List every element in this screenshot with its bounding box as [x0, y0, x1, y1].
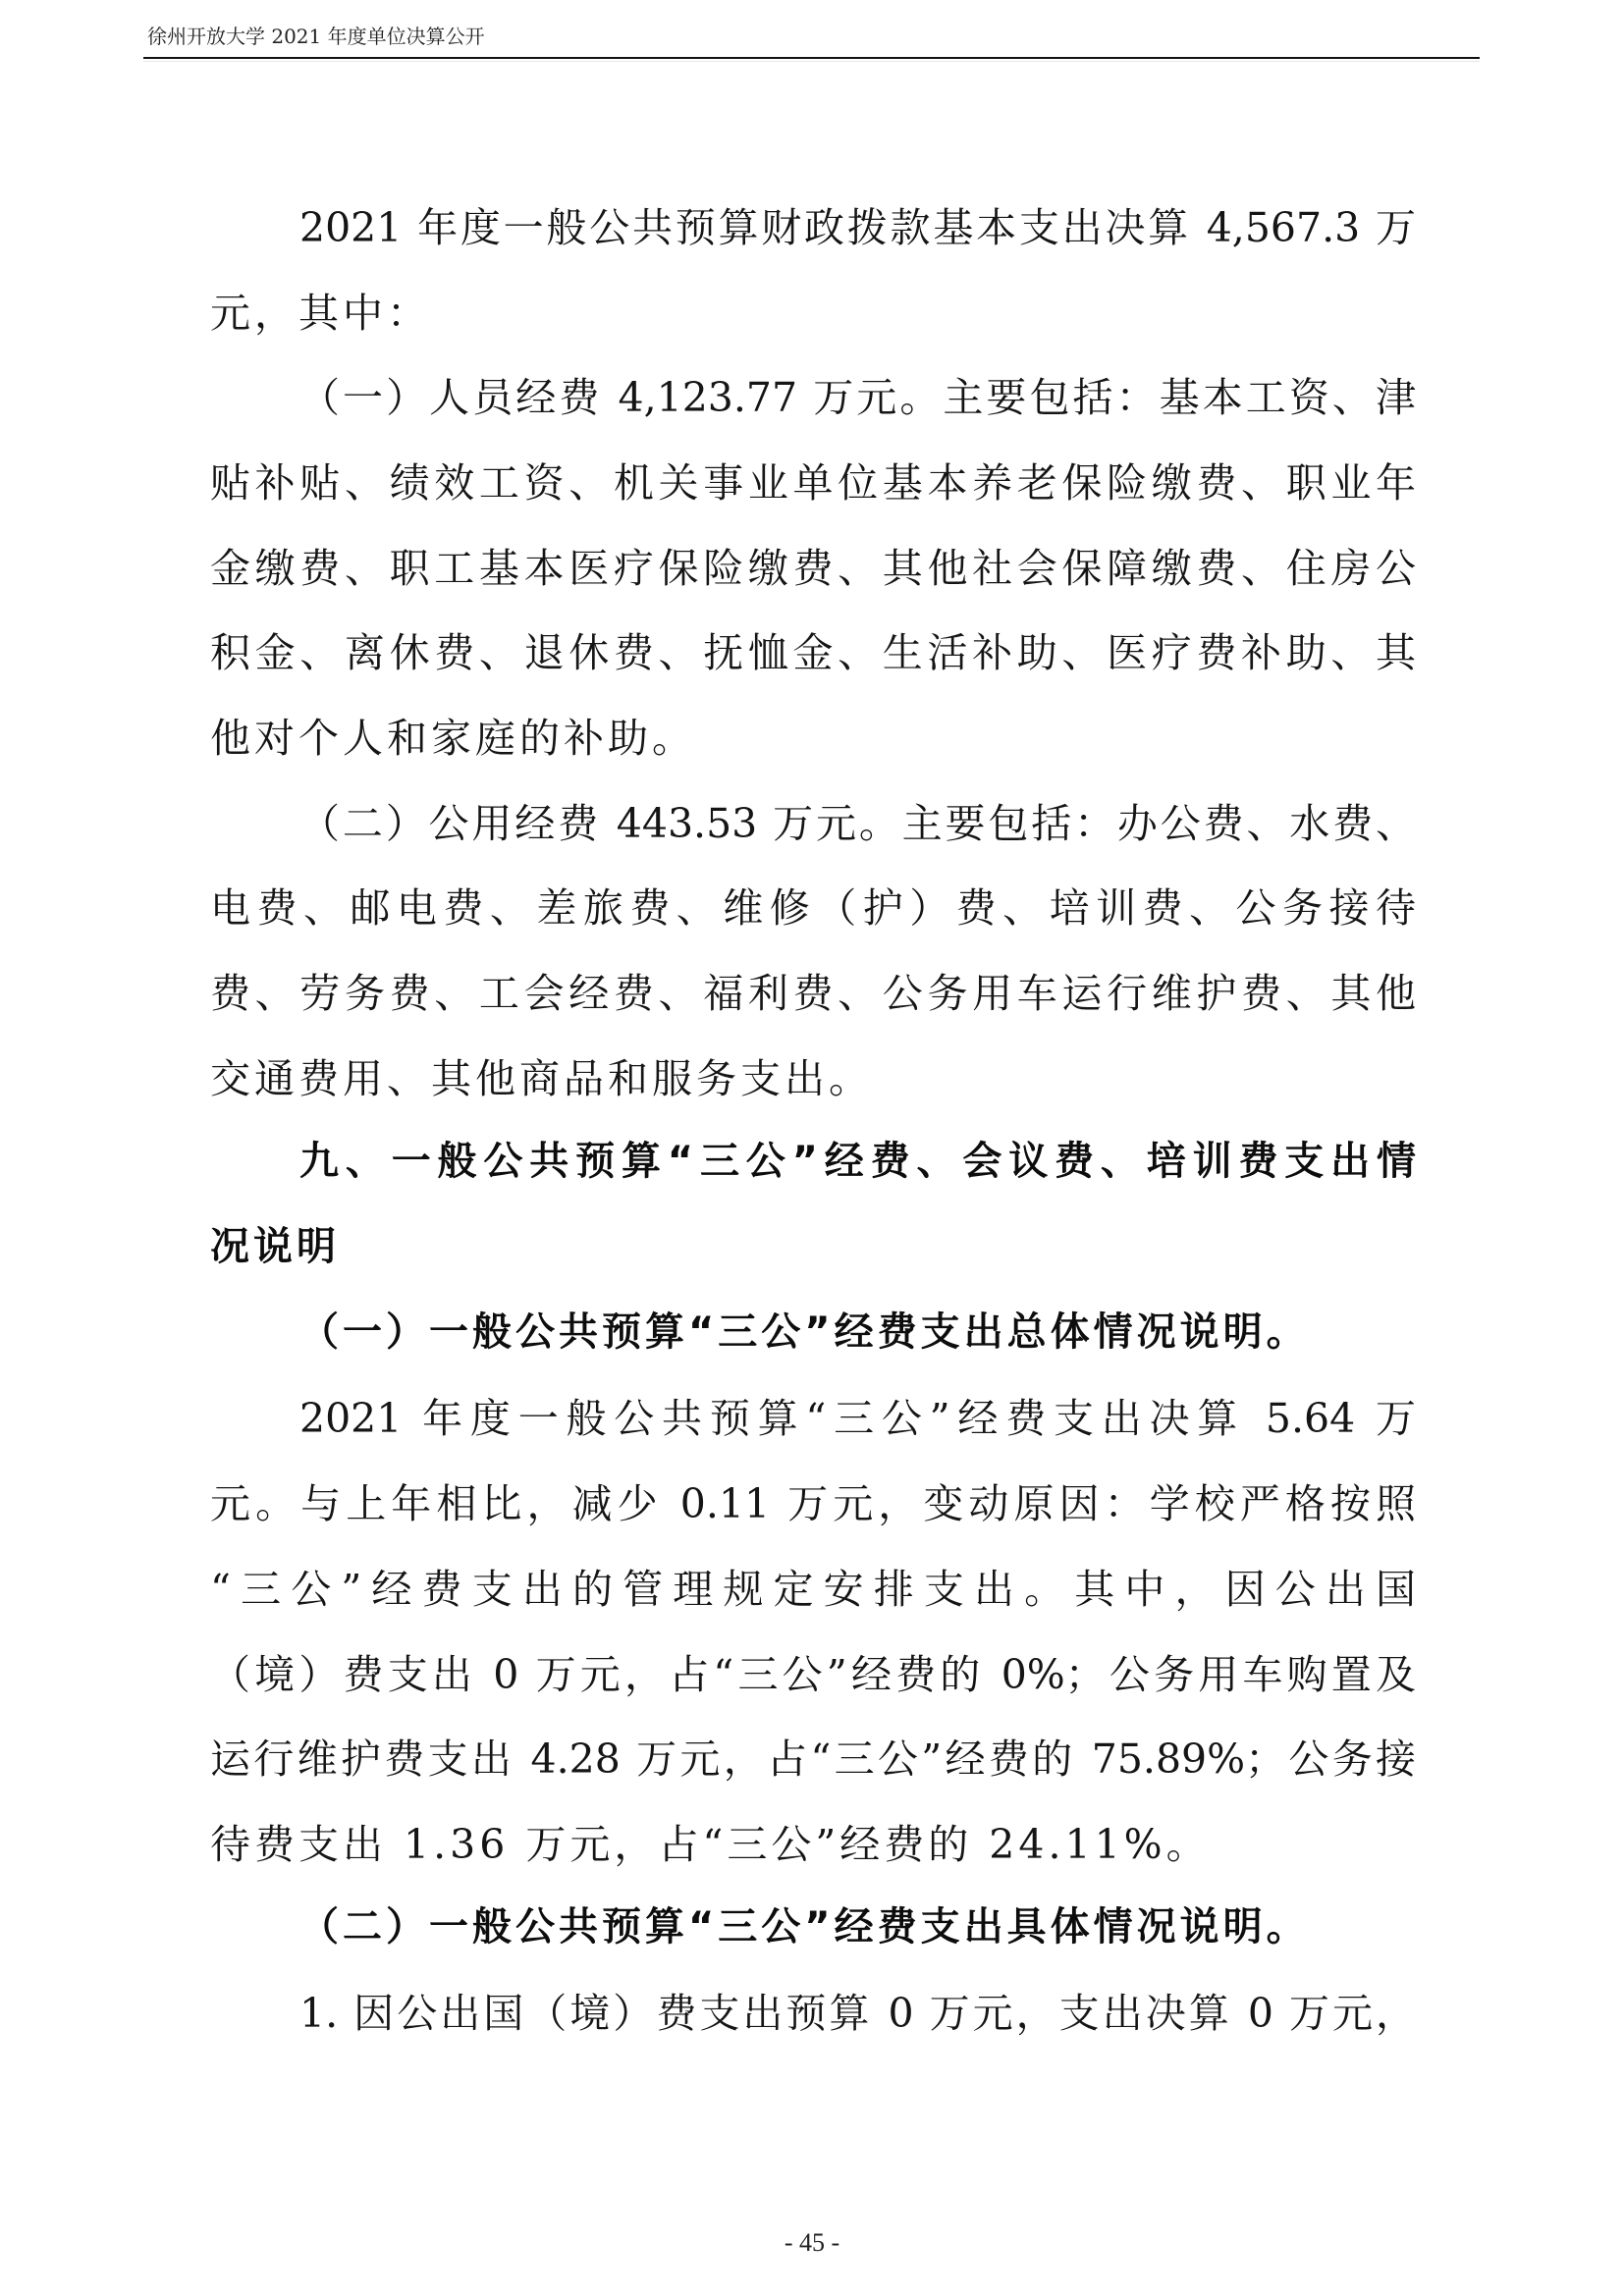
header-rule-shadow-divider — [143, 61, 1480, 62]
body-line: 电费、邮电费、差旅费、维修（护）费、培训费、公务接待 — [210, 884, 1416, 932]
body-line: 交通费用、其他商品和服务支出。 — [210, 1055, 873, 1102]
section-heading-line: 况说明 — [210, 1224, 340, 1269]
body-line: 2021 年度一般公共预算“三公”经费支出决算 5.64 万 — [299, 1395, 1416, 1442]
body-line: （境）费支出 0 万元，占“三公”经费的 0%；公务用车购置及 — [210, 1651, 1416, 1698]
body-line: 积金、离休费、退休费、抚恤金、生活补助、医疗费补助、其 — [210, 629, 1416, 676]
body-line: “三公”经费支出的管理规定安排支出。其中，因公出国 — [210, 1566, 1416, 1613]
body-line: 元，其中： — [210, 290, 431, 337]
body-line: 贴补贴、绩效工资、机关事业单位基本养老保险缴费、职业年 — [210, 459, 1416, 507]
body-line: 元。与上年相比，减少 0.11 万元，变动原因：学校严格按照 — [210, 1480, 1416, 1527]
body-line: 他对个人和家庭的补助。 — [210, 715, 696, 762]
subsection-heading-line: （一）一般公共预算“三公”经费支出总体情况说明。 — [299, 1309, 1310, 1355]
header-rule-divider — [143, 57, 1480, 59]
body-line: 待费支出 1.36 万元，占“三公”经费的 24.11%。 — [210, 1821, 1211, 1868]
page-number: - 45 - — [784, 2228, 840, 2257]
subsection-heading-line: （二）一般公共预算“三公”经费支出具体情况说明。 — [299, 1904, 1310, 1949]
body-line: （一）人员经费 4,123.77 万元。主要包括：基本工资、津 — [299, 374, 1416, 421]
body-line: 1. 因公出国（境）费支出预算 0 万元，支出决算 0 万元， — [299, 1990, 1416, 2037]
section-heading-line: 九、一般公共预算“三公”经费、会议费、培训费支出情 — [299, 1139, 1416, 1184]
running-header-title: 徐州开放大学 2021 年度单位决算公开 — [147, 25, 485, 48]
body-line: 2021 年度一般公共预算财政拨款基本支出决算 4,567.3 万 — [299, 204, 1416, 251]
body-line: 运行维护费支出 4.28 万元，占“三公”经费的 75.89%；公务接 — [210, 1735, 1416, 1783]
body-line: 金缴费、职工基本医疗保险缴费、其他社会保障缴费、住房公 — [210, 545, 1416, 592]
body-line: 费、劳务费、工会经费、福利费、公务用车运行维护费、其他 — [210, 970, 1416, 1017]
body-line: （二）公用经费 443.53 万元。主要包括：办公费、水费、 — [299, 800, 1416, 847]
